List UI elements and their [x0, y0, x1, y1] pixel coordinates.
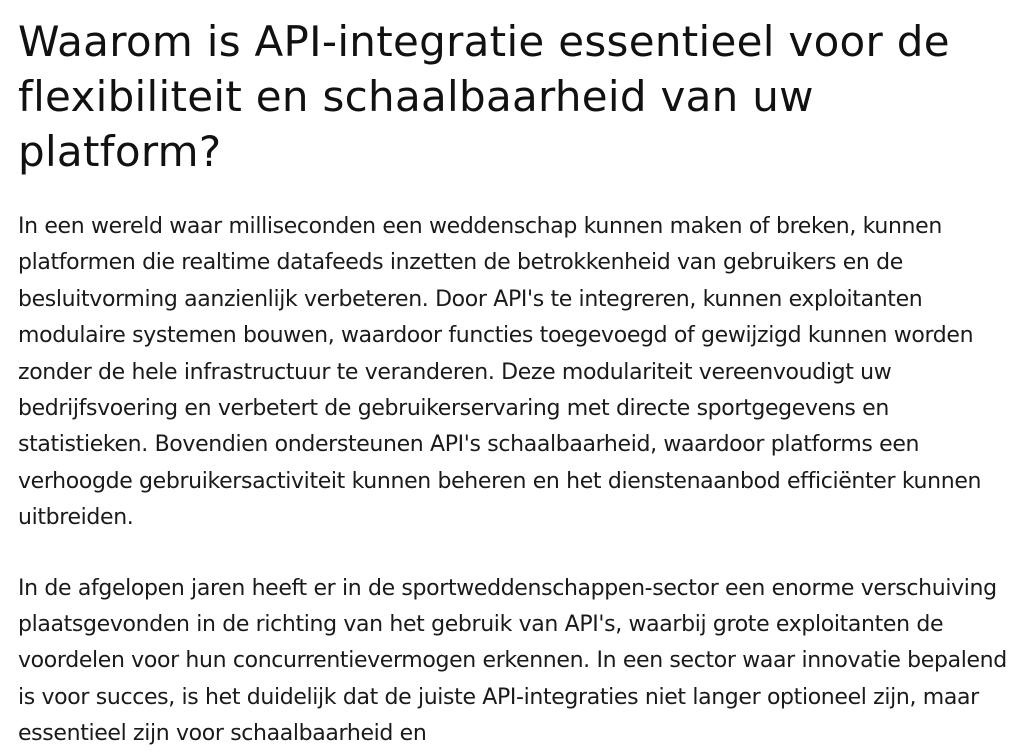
article-title: Waarom is API-integratie essentieel voor de flexibiliteit en schaalbaarheid van uw platform?	[18, 17, 950, 176]
article-paragraph-1: In een wereld waar milliseconden een weddenschap kunnen maken of breken, kunnen platformen die realtime datafeeds inzetten de betrokkenheid van gebruikers en de besluitvorming aanzienlijk verbeteren. Door API's te integreren, kunnen exploitanten modulaire systemen bouwen, waardoor functies toegevoegd of gewijzigd kunnen worden zonder de hele infrastructuur te veranderen. Deze modulariteit vereenvoudigt uw bedrijfsvoering en verbetert de gebruikerservaring met directe sportgegevens en statistieken. Bovendien ondersteunen API's schaalbaarheid, waardoor platforms een verhoogde gebruikersactiviteit kunnen beheren en het dienstenaanbod efficiënter kunnen uitbreiden.	[18, 214, 982, 531]
article-paragraph-2: In de afgelopen jaren heeft er in de sportweddenschappen-sector een enorme verschuiving plaatsgevonden in de richting van het gebruik van API's, waarbij grote exploitanten de voordelen voor hun concurrentievermogen erkennen. In een sector waar innovatie bepalend is voor succes, is het duidelijk dat de juiste API-integraties niet langer optioneel zijn, maar essentieel zijn voor schaalbaarheid en	[18, 575, 1007, 747]
article	[18, 0, 1008, 753]
